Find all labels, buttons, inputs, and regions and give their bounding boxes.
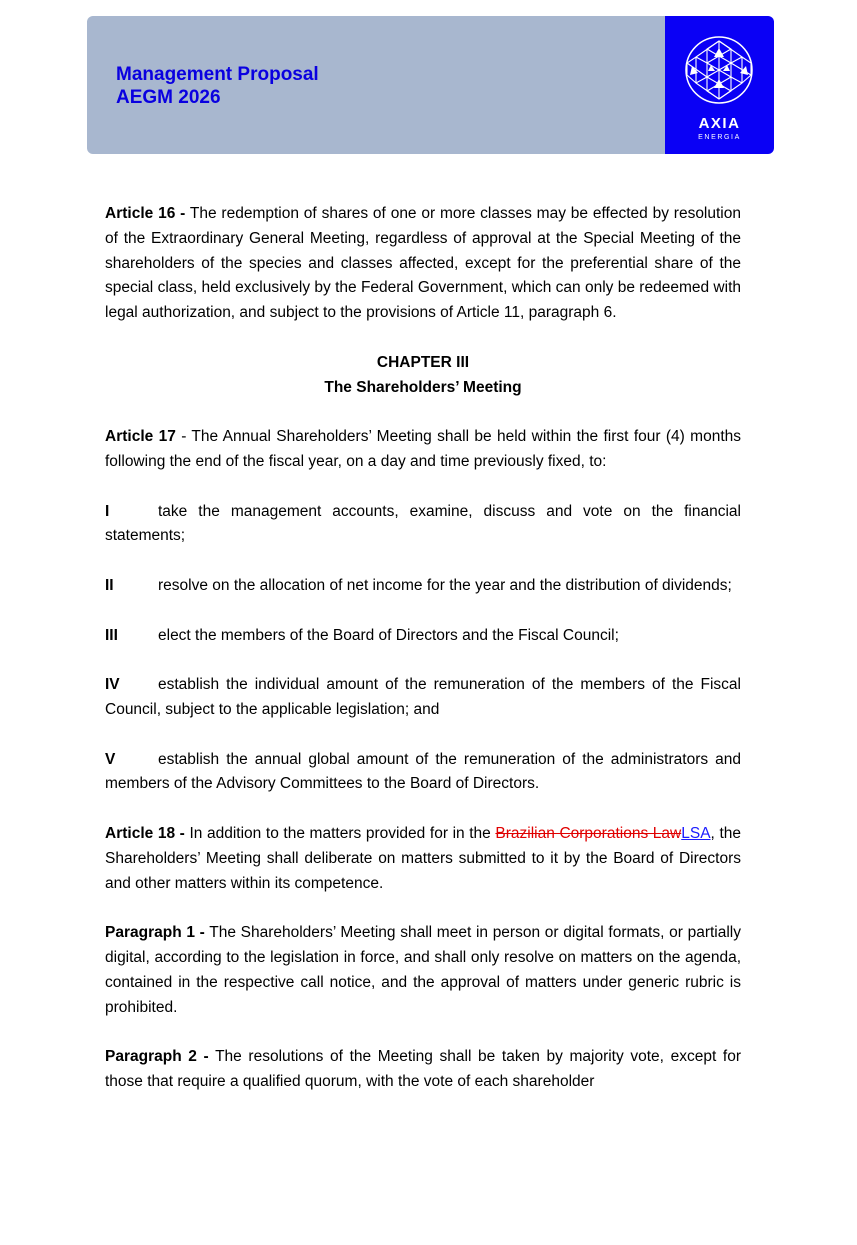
item-number: I — [105, 502, 110, 520]
logo-subtitle: ENERGIA — [698, 134, 741, 141]
axia-logo — [665, 16, 774, 154]
chapter-number: CHAPTER III — [376, 353, 470, 371]
chapter-heading — [105, 351, 741, 401]
logo-wordmark: AXIA — [698, 115, 741, 132]
article-16-label: Article 16 - — [105, 205, 186, 222]
item-number: III — [105, 626, 118, 644]
document-title — [116, 63, 319, 109]
item-text: elect the members of the Board of Directors and the Fiscal Council; — [158, 626, 619, 644]
paragraph-2-label: Paragraph 2 - — [105, 1048, 209, 1066]
item-text: resolve on the allocation of net income for the year and the distribution of dividends; — [158, 576, 732, 594]
paragraph-1-label: Paragraph 1 - — [105, 924, 205, 942]
article-18-label: Article 18 - — [105, 824, 185, 842]
article-18 — [105, 822, 741, 896]
item-text: take the management accounts, examine, discuss and vote on the financial statements; — [105, 502, 741, 545]
article-18-text-after: , the Shareholders’ Meeting shall deliberate on matters submitted to it by the Board of Directors and other matters within its competence. — [105, 824, 742, 892]
globe-icon — [684, 35, 754, 105]
list-item — [105, 748, 741, 798]
item-text: establish the annual global amount of the remuneration of the administrators and members of the Advisory Committees to the Board of Directors. — [105, 750, 741, 793]
article-16 — [105, 202, 741, 326]
article-17-label: Article 17 — [105, 428, 176, 446]
item-number: II — [105, 576, 114, 594]
paragraph-1-text: The Shareholders’ Meeting shall meet in person or digital formats, or partially digital, according to the legislation in force, and shall only resolve on matters on the agenda, contained in the respective call notice, and the approval of matters under generic rubric is prohibited. — [105, 924, 741, 1016]
paragraph-1 — [105, 921, 741, 1020]
list-item — [105, 574, 741, 599]
article-16-text: The redemption of shares of one or more classes may be effected by resolution of the Extraordinary General Meeting, regardless of approval at the Special Meeting of the shareholders of the species and classes affected, except for the preferential share of the special class, held exclusively by the Federal Government, which can only be redeemed with legal authorization, and subject to the provisions of Article 11, paragraph 6. — [105, 205, 741, 322]
inserted-text: LSA — [681, 824, 711, 842]
list-item — [105, 500, 741, 550]
title-line-1: Management Proposal — [116, 64, 319, 85]
item-text: establish the individual amount of the remuneration of the members of the Fiscal Council, subject to the applicable legislation; and — [105, 676, 741, 718]
paragraph-2-text: The resolutions of the Meeting shall be taken by majority vote, except for those that require a qualified quorum, with the vote of each shareholder — [105, 1048, 741, 1090]
article-18-text-before: In addition to the matters provided for in the — [184, 824, 496, 842]
chapter-title: The Shareholders’ Meeting — [324, 378, 522, 396]
article-17-text: - The Annual Shareholders’ Meeting shall be held within the first four (4) months following the end of the fiscal year, on a day and time previously fixed, to: — [105, 428, 742, 470]
deleted-text: Brazilian Corporations Law — [495, 824, 682, 842]
item-number: IV — [105, 676, 120, 694]
paragraph-2 — [105, 1045, 741, 1095]
item-number: V — [105, 750, 116, 768]
list-item — [105, 673, 741, 723]
article-17 — [105, 425, 741, 475]
document-body — [105, 202, 741, 1095]
title-line-2: AEGM 2026 — [116, 87, 221, 108]
list-item — [105, 624, 741, 649]
